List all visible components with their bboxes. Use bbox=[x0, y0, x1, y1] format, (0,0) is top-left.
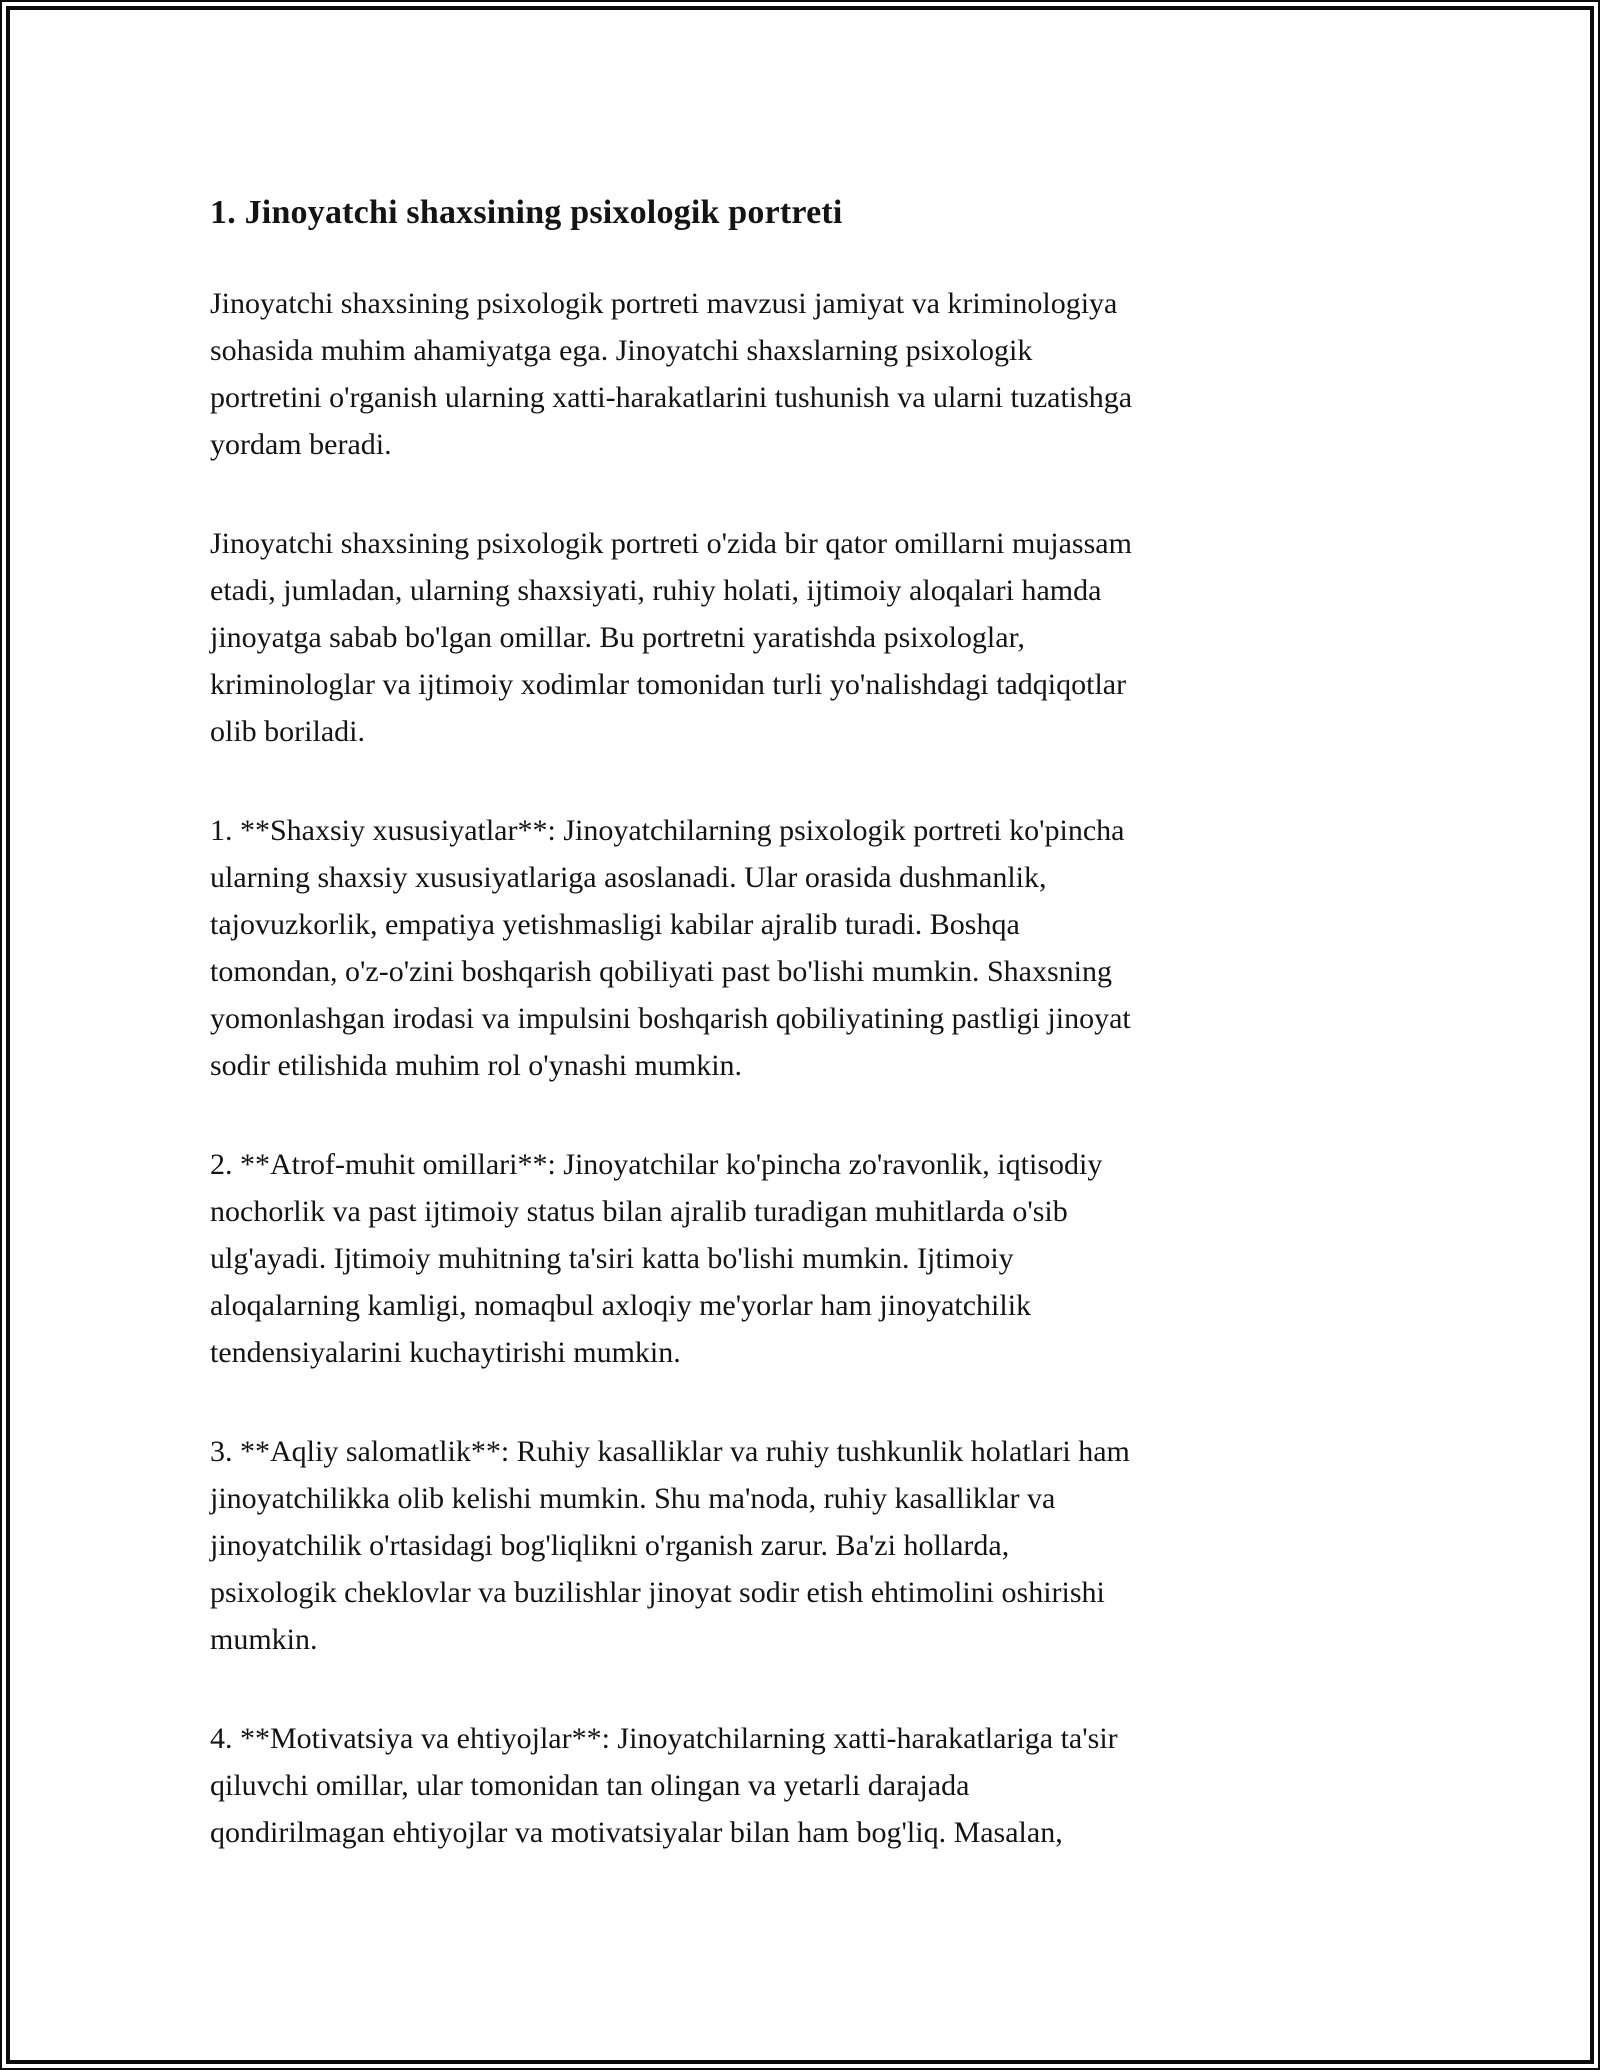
text-line: ulg'ayadi. Ijtimoiy muhitning ta'siri katta bo'lishi mumkin. Ijtimoiy bbox=[210, 1242, 1014, 1275]
paragraph bbox=[210, 1141, 1390, 1376]
text-line: yordam beradi. bbox=[210, 428, 392, 461]
text-line: tendensiyalarini kuchaytirishi mumkin. bbox=[210, 1336, 681, 1369]
text-line: sohasida muhim ahamiyatga ega. Jinoyatchi shaxslarning psixologik bbox=[210, 334, 1033, 367]
text-line: psixologik cheklovlar va buzilishlar jinoyat sodir etish ehtimolini oshirishi bbox=[210, 1576, 1105, 1609]
text-line: ularning shaxsiy xususiyatlariga asoslanadi. Ular orasida dushmanlik, bbox=[210, 861, 1047, 894]
paragraph bbox=[210, 1715, 1390, 1856]
text-line: mumkin. bbox=[210, 1623, 318, 1656]
text-line: jinoyatchilik o'rtasidagi bog'liqlikni o'rganish zarur. Ba'zi hollarda, bbox=[210, 1529, 1010, 1562]
paragraph bbox=[210, 1428, 1390, 1663]
text-line: Jinoyatchi shaxsining psixologik portreti o'zida bir qator omillarni mujassam bbox=[210, 527, 1132, 560]
text-line: sodir etilishida muhim rol o'ynashi mumkin. bbox=[210, 1049, 743, 1082]
paragraph bbox=[210, 520, 1390, 755]
document-content bbox=[10, 10, 1590, 1856]
text-line: etadi, jumladan, ularning shaxsiyati, ruhiy holati, ijtimoiy aloqalari hamda bbox=[210, 574, 1102, 607]
document-body bbox=[210, 280, 1390, 1856]
text-line: qiluvchi omillar, ular tomonidan tan olingan va yetarli darajada bbox=[210, 1769, 970, 1802]
text-line: jinoyatga sabab bo'lgan omillar. Bu portretni yaratishda psixologlar, bbox=[210, 621, 1025, 654]
text-line: yomonlashgan irodasi va impulsini boshqarish qobiliyatining pastligi jinoyat bbox=[210, 1002, 1131, 1035]
text-line: olib boriladi. bbox=[210, 715, 365, 748]
text-line: qondirilmagan ehtiyojlar va motivatsiyalar bilan ham bog'liq. Masalan, bbox=[210, 1816, 1063, 1849]
text-line: 3. **Aqliy salomatlik**: Ruhiy kasalliklar va ruhiy tushkunlik holatlari ham bbox=[210, 1435, 1130, 1468]
text-line: Jinoyatchi shaxsining psixologik portreti mavzusi jamiyat va kriminologiya bbox=[210, 287, 1118, 320]
document-title: 1. Jinoyatchi shaxsining psixologik portreti bbox=[210, 194, 843, 231]
paragraph bbox=[210, 280, 1390, 468]
text-line: kriminologlar va ijtimoiy xodimlar tomonidan turli yo'nalishdagi tadqiqotlar bbox=[210, 668, 1127, 701]
text-line: aloqalarning kamligi, nomaqbul axloqiy me'yorlar ham jinoyatchilik bbox=[210, 1289, 1032, 1322]
paragraph bbox=[210, 807, 1390, 1089]
text-line: nochorlik va past ijtimoiy status bilan ajralib turadigan muhitlarda o'sib bbox=[210, 1195, 1068, 1228]
text-line: portretini o'rganish ularning xatti-harakatlarini tushunish va ularni tuzatishga bbox=[210, 381, 1133, 414]
text-line: jinoyatchilikka olib kelishi mumkin. Shu ma'noda, ruhiy kasalliklar va bbox=[210, 1482, 1056, 1515]
text-line: 4. **Motivatsiya va ehtiyojlar**: Jinoyatchilarning xatti-harakatlariga ta'sir bbox=[210, 1722, 1118, 1755]
inner-border-frame bbox=[6, 6, 1594, 2064]
text-line: 1. **Shaxsiy xususiyatlar**: Jinoyatchilarning psixologik portreti ko'pincha bbox=[210, 814, 1125, 847]
text-line: 2. **Atrof-muhit omillari**: Jinoyatchilar ko'pincha zo'ravonlik, iqtisodiy bbox=[210, 1148, 1103, 1181]
text-line: tajovuzkorlik, empatiya yetishmasligi kabilar ajralib turadi. Boshqa bbox=[210, 908, 1020, 941]
text-line: tomondan, o'z-o'zini boshqarish qobiliyati past bo'lishi mumkin. Shaxsning bbox=[210, 955, 1112, 988]
